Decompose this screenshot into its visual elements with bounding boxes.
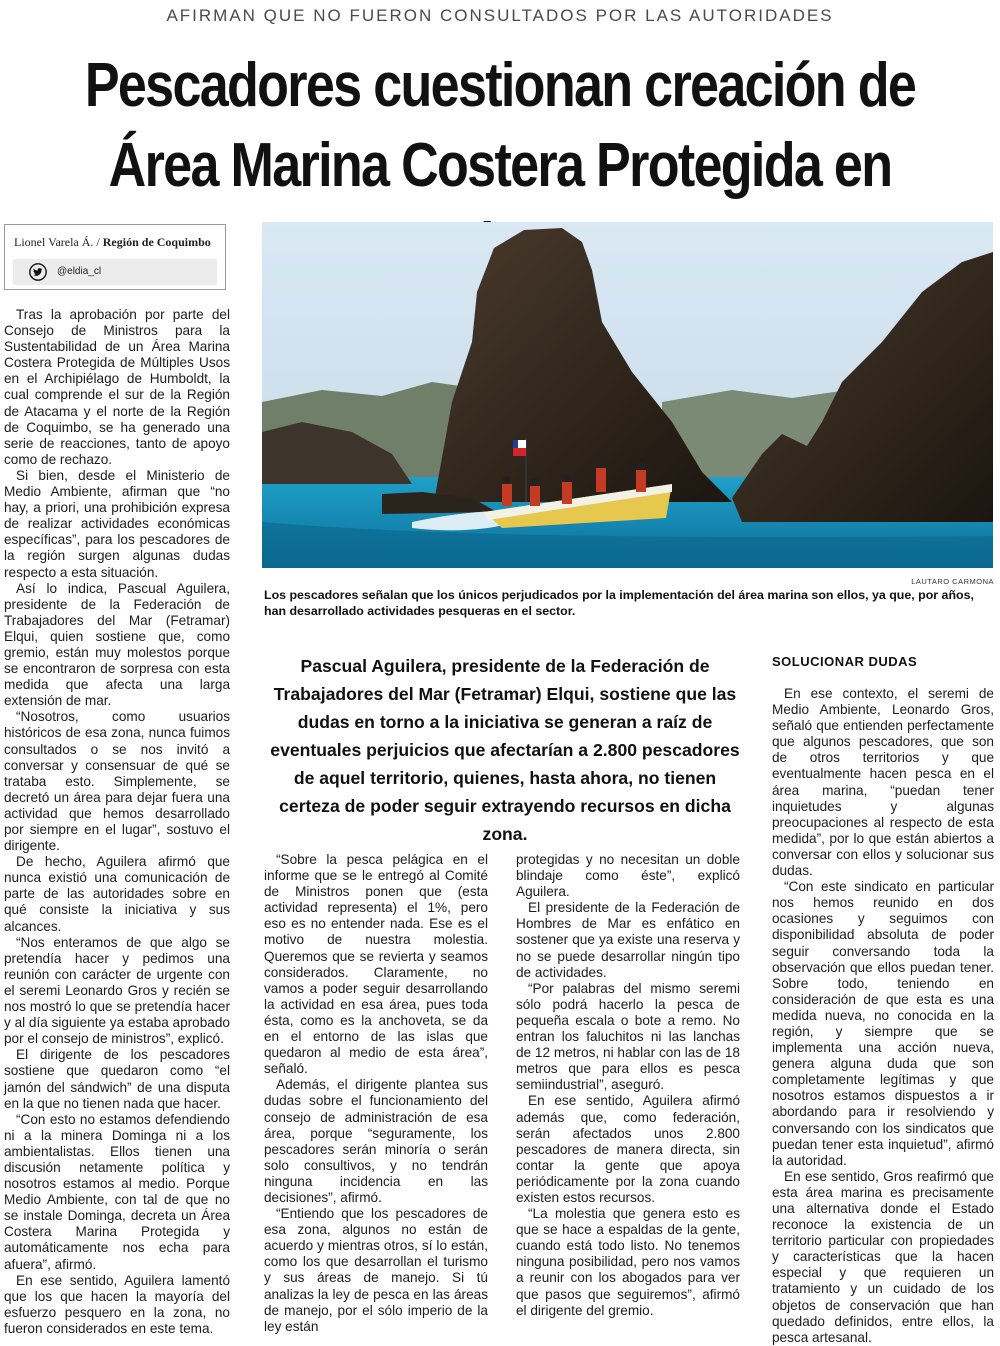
paragraph: En ese sentido, Aguilera afirmó además que, como federación, serán afectados unos 2.800 pescadores de manera directa, sin contar la gente que apoya periódicamente por la zona cuando existen estos recursos.: [516, 1093, 740, 1205]
byline-box: [4, 224, 226, 290]
body-column-1: [4, 307, 230, 1337]
paragraph: “La molestia que genera esto es que se hace a espaldas de la gente, cuando está todo listo. No tenemos ninguna posibilidad, pero nos vamos a reunir con los abogados para ver que pasos que seguiremos”, afirmó el dirigente del gremio.: [516, 1206, 740, 1318]
paragraph: Así lo indica, Pascual Aguilera, presidente de la Federación de Trabajadores del Mar (Fetramar) Elqui, quien sostiene que, como gremio, están muy molestos porque se encontraron de sorpresa con esta medida que afecta una larga extensión de mar.: [4, 580, 230, 709]
body-column-2: [264, 852, 488, 1335]
paragraph: El presidente de la Federación de Hombres de Mar es enfático en sostener que ya existe una reserva y no se puede desarrollar ningún tipo de actividades.: [516, 900, 740, 980]
paragraph: En ese sentido, Aguilera lamentó que los que hacen la mayoría del esfuerzo pesquero en la zona, no fueron considerados en este tema.: [4, 1272, 230, 1336]
paragraph: “Por palabras del mismo seremi sólo podrá hacerlo la pesca de pequeña escala o bote a remo. No entran los faluchitos ni las lanchas de 12 metros, ni hablar con las de 18 metros que para ellos es pesca semiindustrial”, aseguró.: [516, 980, 740, 1093]
byline: [14, 235, 211, 250]
paragraph: “Nosotros, como usuarios históricos de esa zona, nunca fuimos consultados o se nos invitó a conversar y consensuar de qué se trataba esto. Simplemente, se decretó un área para dejar fuera una actividad que hemos desarrollado por siempre en el lugar”, sostuvo el dirigente.: [4, 709, 230, 854]
paragraph: “Con este sindicato en particular nos hemos reunido en dos ocasiones y seguimos con disponibilidad absoluta de poder seguir conversando toda la observación que ellos puedan tener. Sobre todo, teniendo en consideración de que esta es una medida nueva, no conocida en la región, y siempre que se implementa una acción nueva, genera alguna duda que son completamente legítimas y que nosotros estamos dispuestos a ir abordando para ir resolviendo y conversando con los sindicatos que puedan tener esta inquietud”, afirmó la autoridad.: [772, 879, 994, 1168]
headline: Pescadores cuestionan creación de Área Marina Costera Protegida en: [84, 51, 916, 200]
photo-credit: LAUTARO CARMONA: [911, 577, 994, 586]
pull-quote: Pascual Aguilera, presidente de la Federación de Trabajadores del Mar (Fetramar) Elqui, sostiene que las dudas en torno a la iniciativa se generan a raíz de eventuales perjuicios que afectarían a 2.800 pescadores de aquel territorio, quienes, hasta ahora, no tienen certeza de poder seguir extrayendo recursos en dicha zona.: [270, 656, 740, 844]
body-column-3: [516, 852, 740, 1319]
paragraph: Tras la aprobación por parte del Consejo de Ministros para la Sustentabilidad de un Área Marina Costera Protegida de Múltiples Usos en el Archipiélago de Humboldt, la cual comprende el sur de la Región de Atacama y el norte de la Región de Coquimbo, se ha generado una serie de reacciones, tanto de apoyo como de rechazo.: [4, 307, 230, 467]
byline-region: Región de Coquimbo: [102, 235, 211, 249]
paragraph: Si bien, desde el Ministerio de Medio Ambiente, afirman que “no hay, a priori, una prohibición expresa de realizar actividades económicas específicas”, para los pescadores de la región surgen algunas dudas respecto a esta situación.: [4, 467, 230, 580]
twitter-icon: [29, 263, 47, 281]
paragraph: En ese contexto, el seremi de Medio Ambiente, Leonardo Gros, señaló que entienden perfectamente que algunos pescadores, que son de otros territorios y que eventualmente hacen pesca en el área marina, “puedan tener inquietudes y algunas preocupaciones al respecto de esta medida”, por lo que están abiertos a conversar con ellos y solucionar sus dudas.: [772, 686, 994, 879]
paragraph: El dirigente de los pescadores sostiene que quedaron como “el jamón del sándwich” de una disputa en la que no tienen nada que hacer.: [4, 1047, 230, 1111]
paragraph: protegidas y no necesitan un doble blindaje como éste”, explicó Aguilera.: [516, 852, 740, 900]
body-column-4: [772, 686, 994, 1346]
article-photo: [262, 222, 993, 568]
paragraph: “Entiendo que los pescadores de esa zona, algunos no están de acuerdo y mientras otros, sí lo están, como los que desarrollan el turismo y sus áreas de manejo. Si tú analizas la ley de pesca en las áreas de manejo, por el sólo imperio de la ley están: [264, 1206, 488, 1334]
paragraph: En ese sentido, Gros reafirmó que esta área marina es precisamente una alternativa donde el Estado reconoce la existencia de un territorio particular con propiedades y características que la hacen especial y que requieren un tratamiento y un cuidado de los objetos de conservación que han quedado definidos, entre ellos, la pesca artesanal.: [772, 1168, 994, 1345]
paragraph: De hecho, Aguilera afirmó que nunca existió una comunicación de parte de las autoridades sobre en qué consiste la iniciativa y sus alcances.: [4, 854, 230, 934]
twitter-row[interactable]: [13, 259, 217, 285]
paragraph: “Con esto no estamos defendiendo ni a la minera Dominga ni a los ambientalistas. Ellos tienen una discusión netamente política y nosotros estamos al medio. Porque Medio Ambiente, con tal de que no se instale Dominga, decreta un Área Costera Marina Protegida y automáticamente nos echa para afuera”, afirmó.: [4, 1111, 230, 1272]
paragraph: “Sobre la pesca pelágica en el informe que se le entregó al Comité de Ministros ponen que (esta actividad representa) el 1%, pero eso es no entender nada. Ese es el motivo de nuestra molestia. Queremos que se revierta y seamos considerados. Claramente, no vamos a poder seguir desarrollando la actividad en esa área, pues toda ésta, como es la anchoveta, se da en el entorno de las islas que quedaron al medio de esta área”, señaló.: [264, 852, 488, 1077]
photo-caption: Los pescadores señalan que los únicos perjudicados por la implementación del área marina son ellos, ya que, por años, han desarrollado actividades pesqueras en el sector.: [264, 588, 974, 618]
byline-author: Lionel Varela Á. /: [14, 235, 100, 249]
paragraph: Además, el dirigente plantea sus dudas sobre el funcionamiento del consejo de administración de esa área, porque “seguramente, los pescadores serán minoría o serán solo consultivos, y no tendrán ninguna incidencia en las decisiones”, afirmó.: [264, 1077, 488, 1205]
kicker: AFIRMAN QUE NO FUERON CONSULTADOS POR LAS AUTORIDADES: [166, 6, 834, 25]
paragraph: “Nos enteramos de que algo se pretendía hacer y pedimos una reunión con carácter de urgente con el seremi Leonardo Gros y recién se nos mostró lo que se pretendía hacer y al día siguiente ya estaba aprobado por el consejo de ministros”, explicó.: [4, 934, 230, 1047]
twitter-handle[interactable]: @eldia_cl: [57, 266, 102, 277]
subheading: SOLUCIONAR DUDAS: [772, 654, 918, 669]
